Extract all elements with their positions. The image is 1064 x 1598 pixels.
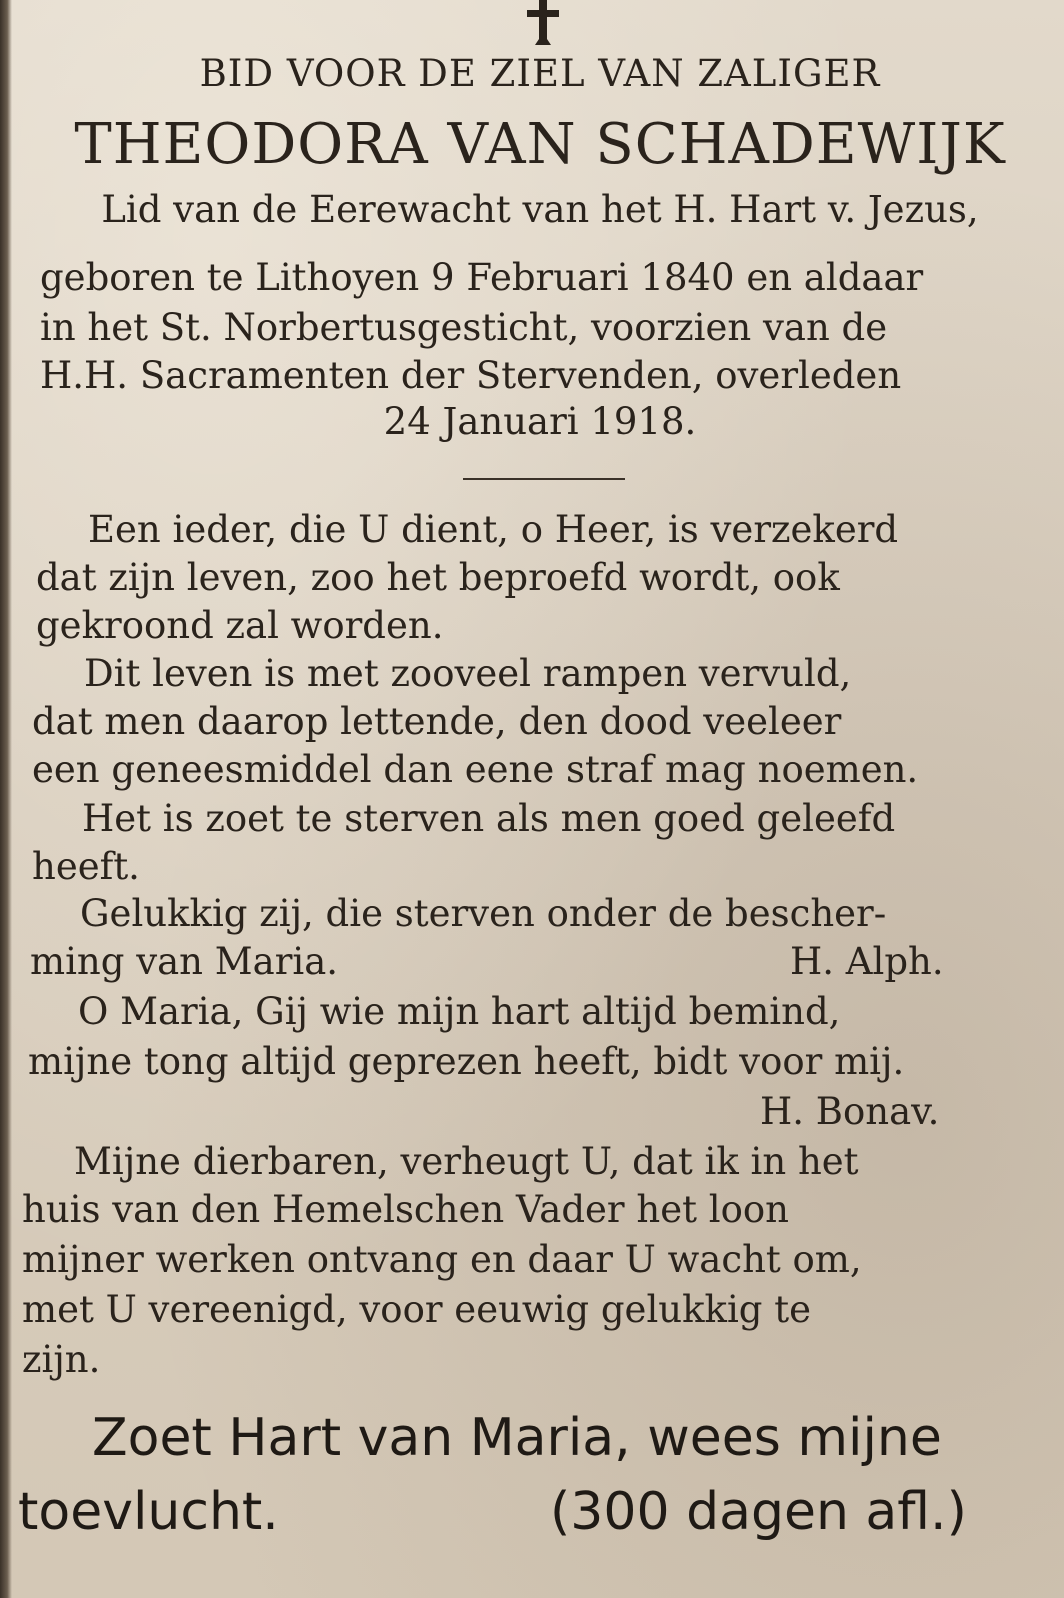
prayer-heading: BID VOOR DE ZIEL VAN ZALIGER: [199, 52, 881, 95]
text-line: Het is zoet te sterven als men goed geleefd: [82, 797, 896, 840]
deceased-name: THEODORA VAN SCHADEWIJK: [74, 112, 1006, 177]
attribution-bonav: H. Bonav.: [760, 1090, 940, 1133]
footer-refuge: toevlucht.: [18, 1482, 279, 1542]
text-line: Dit leven is met zooveel rampen vervuld,: [84, 652, 852, 695]
attribution-alph: H. Alph.: [790, 940, 944, 983]
text-line: gekroond zal worden.: [36, 604, 444, 647]
text-line: dat zijn leven, zoo het beproefd wordt, ook: [36, 556, 840, 599]
text-line: dat men daarop lettende, den dood veeleer: [32, 700, 842, 743]
text-line: heeft.: [32, 845, 140, 888]
text-line: huis van den Hemelschen Vader het loon: [22, 1188, 789, 1231]
bio-line: in het St. Norbertusgesticht, voorzien van de: [40, 306, 888, 349]
footer-prayer: Zoet Hart van Maria, wees mijne: [92, 1408, 942, 1468]
text-line: O Maria, Gij wie mijn hart altijd bemind,: [78, 990, 841, 1033]
divider: [463, 478, 625, 480]
bio-line: 24 Januari 1918.: [383, 400, 697, 443]
indulgence-note: (300 dagen afl.): [550, 1482, 967, 1542]
membership-line: Lid van de Eerewacht van het H. Hart v. Jezus,: [101, 188, 979, 231]
text-line: Gelukkig zij, die sterven onder de bescher-: [80, 892, 887, 935]
bio-line: geboren te Lithoyen 9 Februari 1840 en aldaar: [40, 256, 924, 299]
text-line: een geneesmiddel dan eene straf mag noemen.: [32, 748, 919, 791]
bio-line: H.H. Sacramenten der Stervenden, overleden: [40, 354, 902, 397]
text-line: mijne tong altijd geprezen heeft, bidt voor mij.: [28, 1040, 905, 1083]
text-line: met U vereenigd, voor eeuwig gelukkig te: [22, 1288, 811, 1331]
card-edge: [0, 0, 12, 1598]
text-line: zijn.: [22, 1338, 101, 1381]
text-line: ming van Maria.: [30, 940, 339, 983]
text-line: Een ieder, die U dient, o Heer, is verzekerd: [88, 508, 899, 551]
cross-icon: [518, 0, 568, 50]
text-line: Mijne dierbaren, verheugt U, dat ik in het: [74, 1140, 859, 1183]
text-line: mijner werken ontvang en daar U wacht om,: [22, 1238, 862, 1281]
